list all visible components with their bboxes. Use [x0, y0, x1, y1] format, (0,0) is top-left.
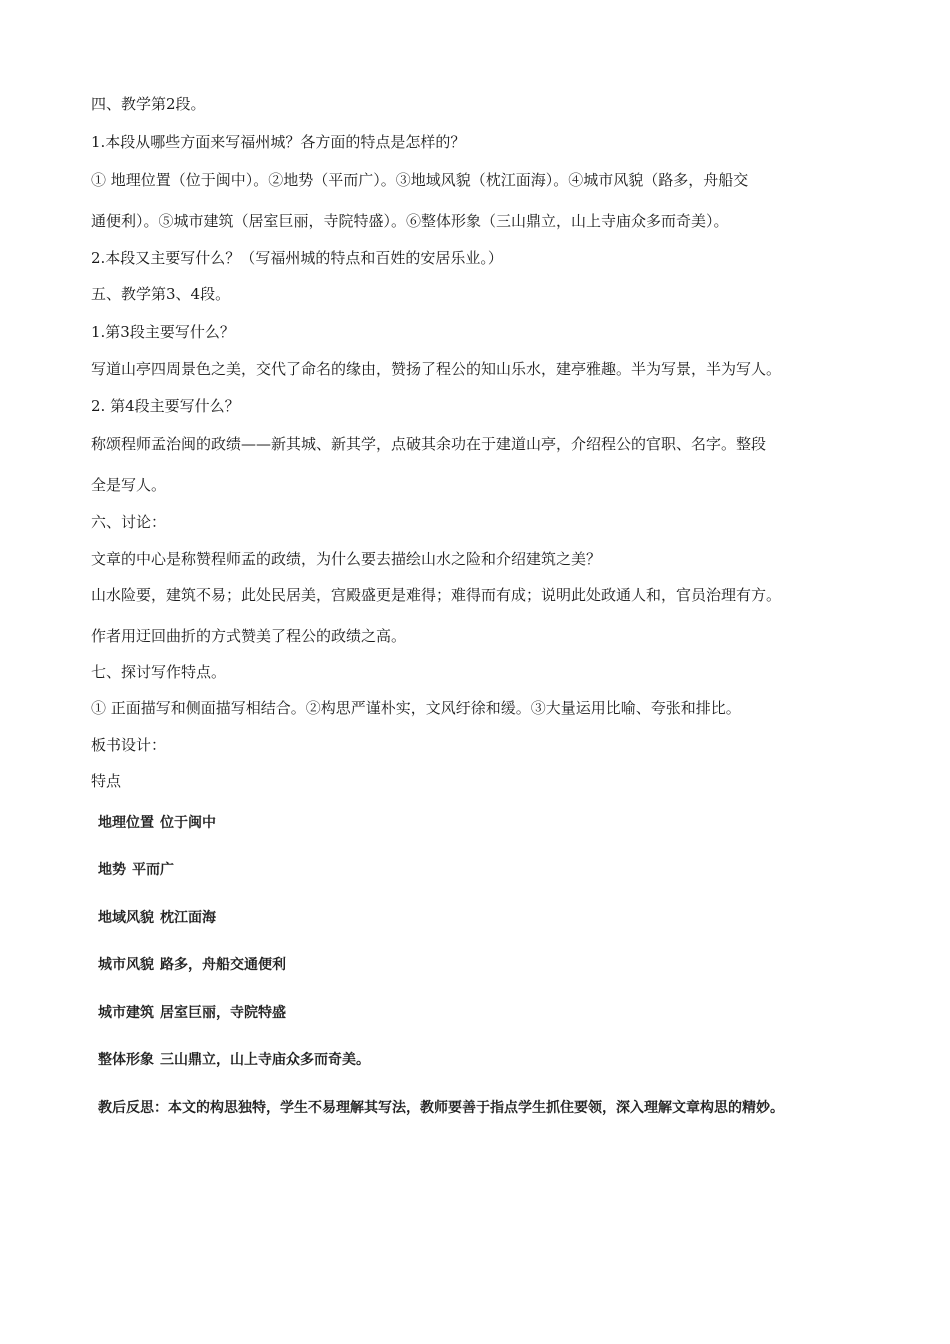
board-design-heading: 板书设计：: [91, 736, 167, 754]
board-row-key: 地域风貌: [98, 910, 154, 926]
section-five-heading: 五、教学第3、4段。: [91, 285, 231, 303]
answer-3: 写道山亭四周景色之美，交代了命名的缘由，赞扬了程公的知山乐水，建亭雅趣。半为写景，半为写人。: [91, 360, 782, 378]
answer-4-line-1: 称颂程师孟治闽的政绩——新其城、新其学，点破其余功在于建道山亭，介绍程公的官职、名字。整段: [91, 435, 767, 453]
board-row: [98, 956, 286, 974]
board-row-key: 地势: [98, 862, 126, 878]
board-features-label: 特点: [91, 772, 122, 790]
question-2: 2.本段又主要写什么？（写福州城的特点和百姓的安居乐业。）: [91, 249, 503, 267]
board-row: [98, 1051, 370, 1069]
answer-1-line-2: 通便利）。⑤城市建筑（居室巨丽，寺院特盛）。⑥整体形象（三山鼎立，山上寺庙众多而奇美）。: [91, 212, 729, 230]
board-row-value: 位于闽中: [160, 815, 216, 831]
section-four-heading: 四、教学第2段。: [91, 95, 206, 113]
question-3: 1.第3段主要写什么？: [91, 323, 235, 341]
writing-features: ① 正面描写和侧面描写相结合。②构思严谨朴实，文风纡徐和缓。③大量运用比喻、夸张和排比。: [91, 699, 741, 717]
board-row-value: 三山鼎立，山上寺庙众多而奇美。: [160, 1052, 370, 1068]
board-row-value: 路多，舟船交通便利: [160, 957, 286, 973]
section-seven-heading: 七、探讨写作特点。: [91, 663, 227, 681]
discussion-question: 文章的中心是称赞程师孟的政绩，为什么要去描绘山水之险和介绍建筑之美？: [91, 550, 602, 568]
teaching-reflection: 教后反思：本文的构思独特，学生不易理解其写法，教师要善于指点学生抓住要领，深入理解文章构思的精妙。: [98, 1100, 784, 1116]
discussion-answer-line-1: 山水险要，建筑不易；此处民居美，宫殿盛更是难得；难得而有成；说明此处政通人和，官员治理有方。: [91, 586, 782, 604]
board-row: [98, 1004, 286, 1022]
question-4: 2. 第4段主要写什么？: [91, 397, 240, 415]
board-row-value: 枕江面海: [160, 910, 216, 926]
board-row-value: 平而广: [132, 862, 174, 878]
board-row: [98, 909, 216, 927]
board-row: [98, 814, 216, 832]
section-six-heading: 六、讨论：: [91, 513, 167, 531]
answer-4-line-2: 全是写人。: [91, 476, 167, 494]
board-row-key: 整体形象: [98, 1052, 154, 1068]
board-row-value: 居室巨丽，寺院特盛: [160, 1005, 286, 1021]
answer-1-line-1: ① 地理位置（位于闽中）。②地势（平而广）。③地域风貌（枕江面海）。④城市风貌（路多，舟船交: [91, 171, 749, 189]
board-row-key: 地理位置: [98, 815, 154, 831]
question-1: 1.本段从哪些方面来写福州城？各方面的特点是怎样的？: [91, 133, 466, 151]
board-row: [98, 861, 174, 879]
board-row-key: 城市风貌: [98, 957, 154, 973]
discussion-answer-line-2: 作者用迂回曲折的方式赞美了程公的政绩之高。: [91, 627, 407, 645]
board-row-key: 城市建筑: [98, 1005, 154, 1021]
